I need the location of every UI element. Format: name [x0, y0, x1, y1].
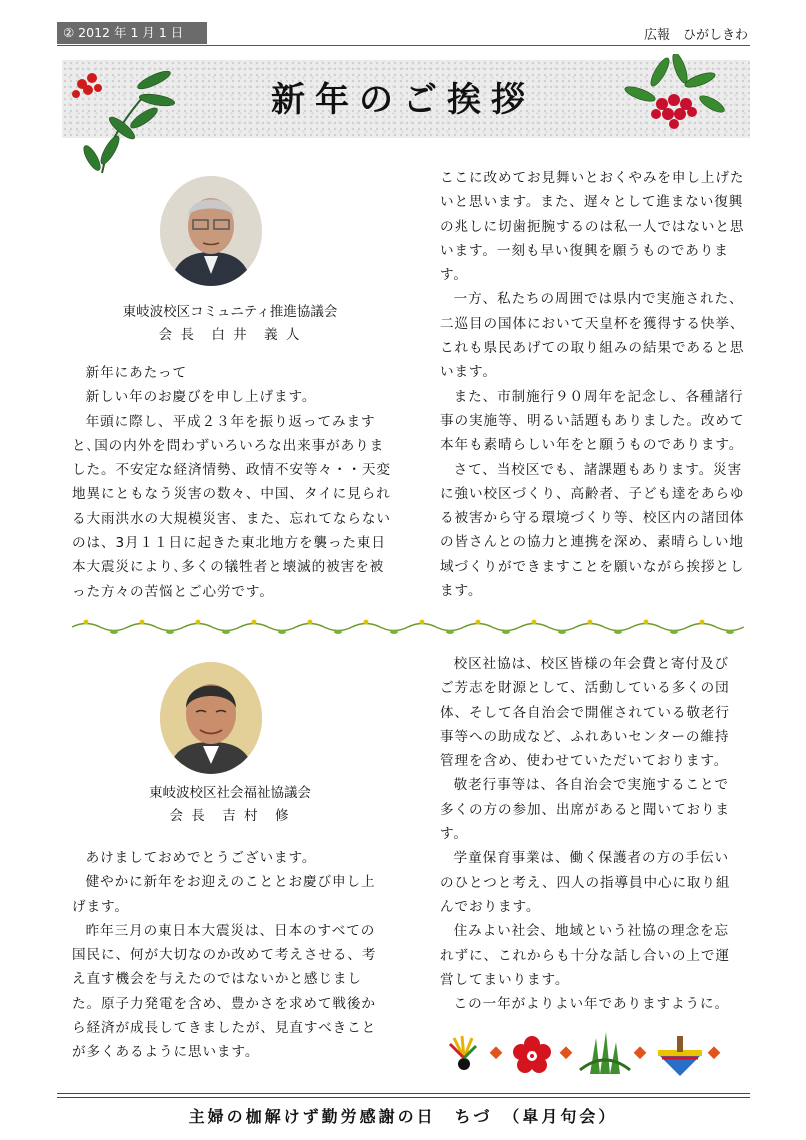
text-line: あけましておめでとうございます。: [85, 850, 317, 866]
text-line: 昨年三月の東日本大震災は、日本のすべての: [85, 922, 376, 939]
text-line: に強い校区づくり、高齢者、子ども達をあらゆ: [440, 485, 745, 502]
text-line: る被害から守る環境づくり等、校区内の諸団体: [440, 510, 745, 527]
text-line: ら経済が成長してきましたが、見直すべきこと: [72, 1020, 377, 1037]
text-line: 本年も素晴らしい年をと願うものであります。: [440, 437, 744, 454]
text-line: 新年にあたって: [85, 365, 188, 381]
greeting2-left-text: [72, 846, 408, 1065]
text-line: の皆さんとの協力と連携を深め、素晴らしい地: [440, 534, 744, 551]
text-line: った方々の苦悩とご心労です。: [72, 583, 274, 600]
header-divider: [57, 45, 750, 46]
text-line: 住みよい社会、地域という社協の理念を忘: [453, 923, 729, 940]
text-line: 校区社協は、校区皆様の年会費と寄付及び: [453, 656, 729, 672]
text-line: のひとつと考え、四人の指導員中心に取り組: [440, 874, 731, 891]
text-line: と､国の内外を問わずいろいろな出来事がありま: [72, 437, 385, 454]
footer-haiku: 主婦の枷解けず勤労感謝の日 ちづ （皐月句会）: [188, 1107, 618, 1126]
publication-name: 広報 ひがしきわ: [643, 28, 748, 43]
text-line: のは、3月１１日に起きた東北地方を襲った東日: [72, 535, 386, 552]
text-line: ご芳志を財源として、活動している多くの団: [440, 680, 730, 697]
text-line: 事等への助成など、ふれあいセンターの維持: [440, 728, 730, 745]
spinning-top-icon: [658, 1036, 702, 1076]
hagoita-shuttlecock-icon: [450, 1036, 476, 1070]
text-line: さて、当校区でも、諸課題もあります。災害: [453, 461, 743, 478]
text-line: 体、そして各自治会で開催されている敬老行: [440, 704, 730, 721]
kadomatsu-icon: [580, 1032, 630, 1074]
text-line: す。: [440, 826, 468, 843]
text-line: 事の実施等、明るい話題もありました。改めて: [440, 412, 745, 429]
text-line: え直す機会を与えたのではないかと感じまし: [72, 971, 362, 988]
portrait-yoshimura: [160, 662, 262, 774]
portrait-shirai: [160, 176, 262, 286]
text-line: んでおります。: [440, 898, 541, 915]
text-line: れずに、これからも十分な話し合いの上で運: [440, 947, 730, 964]
text-line: げます。: [72, 898, 129, 915]
text-line: の兆しに切歯扼腕するのは私一人ではないと思: [440, 218, 745, 235]
text-line: 学童保育事業は、働く保護者の方の手伝い: [453, 850, 729, 867]
text-line: 本大震災により､多くの犠牲者と壊滅的被害を被: [72, 559, 385, 576]
banner-title: 新年のご挨拶: [271, 80, 535, 120]
text-line: いと思います。また、遅々として進まない復興: [440, 194, 744, 211]
text-line: います。: [440, 364, 497, 381]
text-line: この一年がよりよい年でありますように。: [453, 996, 729, 1013]
text-line: これも県民あげての取り組みの結果であると思: [440, 340, 745, 357]
text-line: 域づくりができますことを願いながら挨拶とし: [440, 558, 745, 575]
greeting2-role-name: 会 長 吉 村 修: [169, 808, 291, 824]
text-line: 年頭に際し、平成２３年を振り返ってみます: [85, 413, 376, 430]
text-line: また、市制施行９０周年を記念し、各種諸行: [453, 388, 744, 405]
text-line: 健やかに新年をお迎えのこととお慶び申し上: [85, 874, 376, 891]
text-line: 一方、私たちの周囲では県内で実施された、: [453, 291, 744, 308]
text-line: した。不安定な経済情勢、政情不安等々・・天変: [72, 462, 391, 479]
text-line: 新しい年のお慶びを申し上げます。: [85, 389, 317, 406]
greeting2-org: 東岐波校区社会福祉協議会: [149, 785, 311, 801]
text-line: 営してまいります。: [440, 971, 570, 988]
text-line: た。原子力発電を含め、豊かさを求めて戦後か: [72, 995, 376, 1012]
text-line: 敬老行事等は、各自治会で実施することで: [453, 777, 729, 794]
text-line: ます。: [440, 583, 483, 600]
text-line: ここに改めてお見舞いとおくやみを申し上げた: [440, 170, 745, 186]
greeting1-role-name: 会 長 白 井 義 人: [158, 327, 302, 343]
greeting1-org: 東岐波校区コミュニティ推進協議会: [122, 304, 338, 320]
plum-blossom-icon: [513, 1036, 551, 1073]
text-line: います。一刻も早い復興を願うものであります。: [440, 242, 729, 284]
text-line: 管理を含め、使わせていただいております。: [440, 753, 729, 770]
text-line: が多くあるように思います。: [72, 1044, 260, 1061]
greeting2-right-text: [440, 652, 756, 1016]
text-line: 地異にともなう災害の数々、中国、タイに見られ: [72, 486, 391, 503]
vine-divider: [72, 618, 744, 636]
text-line: 二巡目の国体において天皇杯を獲得する快挙、: [440, 315, 745, 332]
greeting1-left-text: [72, 361, 408, 604]
footer-divider: [57, 1093, 750, 1098]
text-line: 多くの方の参加、出席があると聞いておりま: [440, 801, 730, 818]
page-number-date: ② 2012 年 1 月 1 日: [57, 22, 207, 44]
new-year-ornaments: [440, 1030, 740, 1080]
greeting1-right-text: [440, 166, 756, 603]
text-line: る大雨洪水の大規模災害、また、忘れてならない: [72, 510, 391, 527]
text-line: 国民に、何が大切なのか改めて考えさせる、考: [72, 947, 377, 964]
